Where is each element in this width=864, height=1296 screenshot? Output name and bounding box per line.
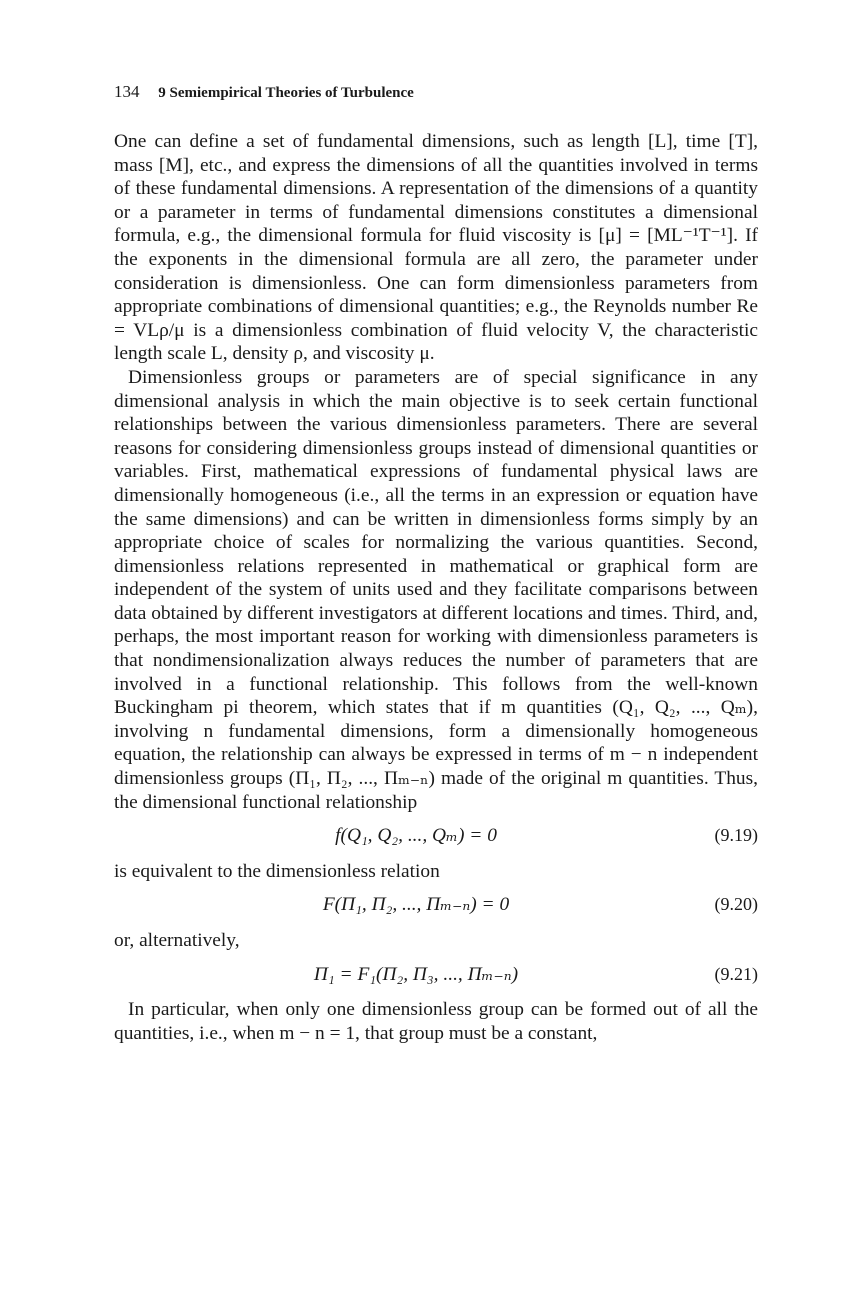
- equation-expression: Π₁ = F₁(Π₂, Π₃, ..., Πₘ₋ₙ): [313, 963, 519, 985]
- equation-9-20: [114, 893, 758, 917]
- page-number: 134: [114, 82, 140, 101]
- equation-expression: f(Q₁, Q₂, ..., Qₘ) = 0: [335, 825, 497, 847]
- paragraph-one-group: In particular, when only one dimensionless group can be formed out of all the quantities, i.e., when m − n = 1, that group must be a constant,: [114, 999, 758, 1044]
- paragraph-equivalent: is equivalent to the dimensionless relation: [114, 860, 440, 882]
- equation-number: (9.21): [714, 963, 758, 984]
- equation-number: (9.19): [714, 825, 758, 846]
- paragraph-alternatively: or, alternatively,: [114, 930, 240, 951]
- equation-9-19: [114, 824, 758, 848]
- equation-expression: F(Π₁, Π₂, ..., Πₘ₋ₙ) = 0: [322, 894, 510, 916]
- paragraph-dimensions: One can define a set of fundamental dimensions, such as length [L], time [T], mass [M], etc., and express the dimensions of all the quantities involved in terms of these fundamental dimensions. A representation of the dimensions of a quantity or a parameter in terms of fundamental dimensions constitutes a dimensional formula, e.g., the dimensional formula for fluid viscosity is [μ] = [ML⁻¹T⁻¹]. If the exponents in the dimensional formula are all zero, the parameter under consideration is dimensionless. One can form dimensionless parameters from appropriate combinations of dimensional quantities; e.g., the Reynolds number Re = VLρ/μ is a dimensionless combination of fluid velocity V, the characteristic length scale L, density ρ, and viscosity μ.: [114, 131, 758, 365]
- equation-number: (9.20): [714, 894, 758, 915]
- body-text: [114, 130, 758, 1045]
- paragraph-dimensionless-groups: Dimensionless groups or parameters are of special significance in any dimensional analysis in which the main objective is to seek certain functional relationships between the various dimensionless parameters. There are several reasons for considering dimensionless groups instead of dimensional quantities or variables. First, mathematical expressions of fundamental physical laws are dimensionally homogeneous (i.e., all the terms in an expression or equation have the same dimensions) and can be written in dimensionless forms simply by an appropriate choice of scales for normalizing the various quantities. Second, dimensionless relations represented in mathematical or graphical form are independent of the system of units used and they facilitate comparisons between data obtained by different investigators at different locations and times. Third, and, perhaps, the most important reason for working with dimensionless parameters is that nondimensionalization always reduces the number of parameters that are involved in a functional relationship. This follows from the well-known Buckingham pi theorem, which states that if m quantities (Q₁, Q₂, ..., Qₘ), involving n fundamental dimensions, form a dimensionally homogeneous equation, the relationship can always be expressed in terms of m − n independent dimensionless groups (Π₁, Π₂, ..., Πₘ₋ₙ) made of the original m quantities. Thus, the dimensional functional relationship: [114, 366, 758, 813]
- equation-9-21: [114, 963, 758, 987]
- chapter-title: 9 Semiempirical Theories of Turbulence: [158, 85, 414, 101]
- running-header: [114, 82, 414, 102]
